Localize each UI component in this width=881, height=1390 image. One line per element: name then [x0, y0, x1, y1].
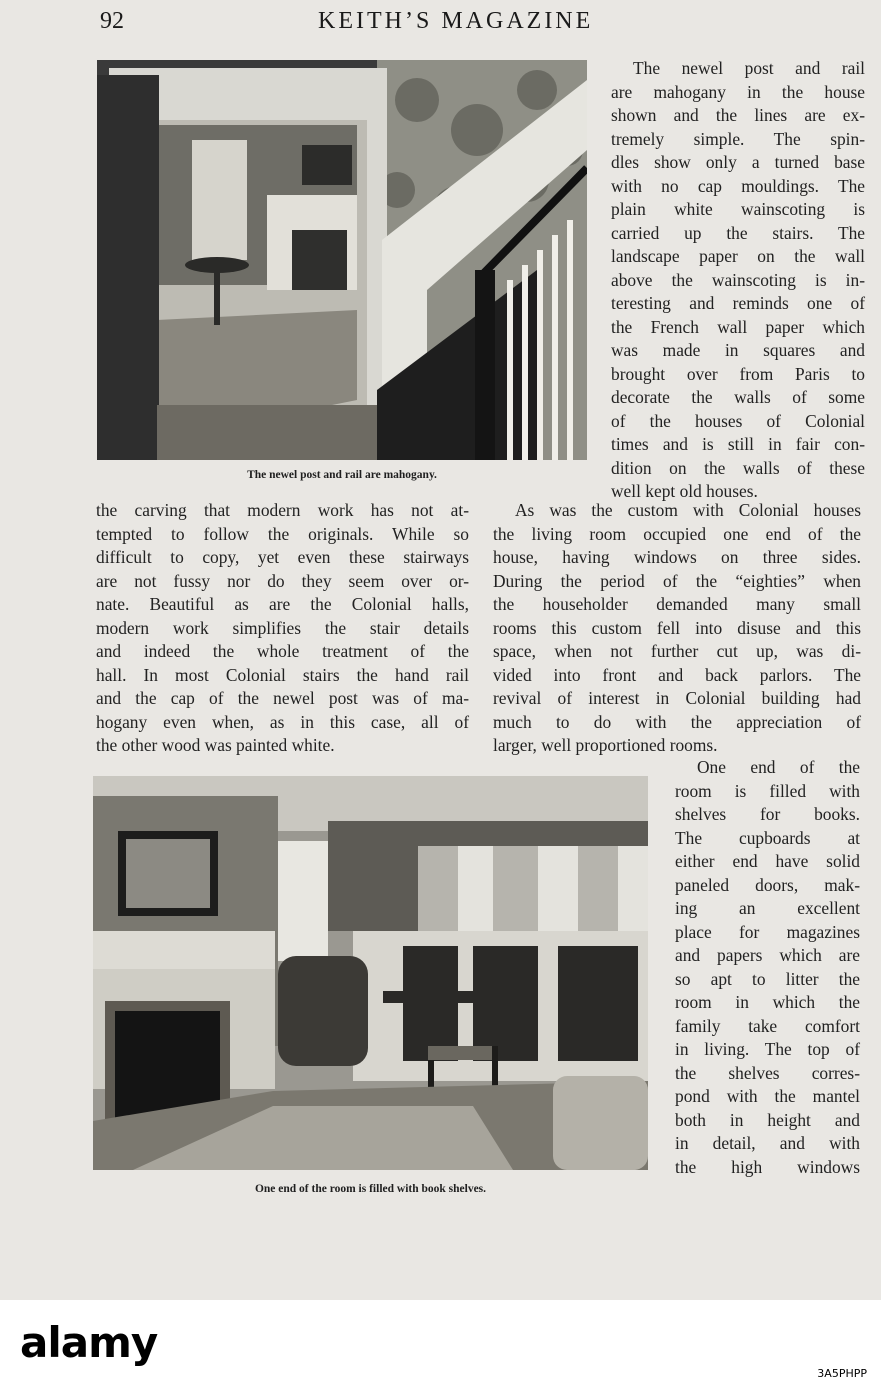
text-line: above the wainscoting is in- — [611, 269, 865, 290]
text-line: the high windows — [675, 1156, 860, 1177]
alamy-logo: alamy — [20, 1318, 158, 1367]
bottom-photo-caption: One end of the room is filled with book shelves. — [254, 1183, 487, 1195]
image-id: 3A5PHPP — [817, 1367, 867, 1380]
top-photo-caption: The newel post and rail are mahogany. — [247, 469, 437, 481]
text-line: landscape paper on the wall — [611, 246, 865, 266]
bookshelf-room-photo — [93, 776, 648, 1170]
text-line: are not fussy nor do they seem over or- — [96, 570, 469, 591]
text-line: was made in squares and — [611, 340, 865, 360]
text-line: both in height and — [675, 1109, 860, 1130]
magazine-title: KEITH’S MAGAZINE — [318, 8, 594, 34]
text-line: well kept old houses. — [611, 481, 758, 501]
text-line: The newel post and rail — [633, 58, 865, 78]
text-line: hall. In most Colonial stairs the hand rail — [96, 664, 469, 685]
text-line: either end have solid — [675, 851, 860, 871]
text-line: tempted to follow the originals. While so — [96, 523, 469, 544]
text-line: plain white wainscoting is — [611, 199, 865, 219]
text-line: One end of the — [697, 757, 860, 777]
text-line: shown and the lines are ex- — [611, 105, 865, 125]
text-line: times and is still in fair con- — [611, 434, 865, 454]
text-line: are mahogany in the house — [611, 81, 865, 102]
text-line: room is filled with — [675, 780, 860, 801]
text-line: brought over from Paris to — [611, 363, 865, 384]
text-line: shelves for books. — [675, 804, 860, 824]
text-line: vided into front and back parlors. The — [493, 664, 861, 685]
text-line: and indeed the whole treatment of the — [96, 641, 469, 661]
middle-right-column — [493, 499, 861, 758]
text-line: pond with the mantel — [675, 1086, 860, 1106]
text-line: revival of interest in Colonial building had — [493, 688, 861, 708]
text-line: dles show only a turned base — [611, 152, 865, 172]
text-line: the French wall paper which — [611, 316, 865, 337]
text-line: dition on the walls of these — [611, 457, 865, 478]
stairway-photo — [97, 60, 587, 460]
text-line: The cupboards at — [675, 827, 860, 848]
text-line: tremely simple. The spin- — [611, 128, 865, 149]
text-line: and papers which are — [675, 945, 860, 965]
text-line: in detail, and with — [675, 1133, 860, 1153]
top-right-column — [611, 57, 865, 504]
text-line: the living room occupied one end of the — [493, 523, 861, 544]
text-line: in living. The top of — [675, 1039, 860, 1059]
text-line: rooms this custom fell into disuse and this — [493, 617, 861, 638]
text-line: carried up the stairs. The — [611, 222, 865, 243]
text-line: of the houses of Colonial — [611, 410, 865, 431]
text-line: difficult to copy, yet even these stairways — [96, 547, 469, 567]
text-line: much to do with the appreciation of — [493, 711, 861, 732]
text-line: During the period of the “eighties” when — [493, 570, 861, 591]
text-line: larger, well proportioned rooms. — [493, 735, 718, 755]
text-line: so apt to litter the — [675, 968, 860, 989]
text-line: nate. Beautiful as are the Colonial halls, — [96, 594, 469, 614]
text-line: house, having windows on three sides. — [493, 547, 861, 567]
text-line: the other wood was painted white. — [96, 735, 335, 755]
text-line: paneled doors, mak- — [675, 874, 860, 895]
text-line: teresting and reminds one of — [611, 293, 865, 313]
middle-left-column — [96, 499, 469, 758]
text-line: As was the custom with Colonial houses — [515, 500, 861, 520]
text-line: place for magazines — [675, 921, 860, 942]
text-line: the carving that modern work has not at- — [96, 500, 469, 520]
page-number: 92 — [100, 8, 124, 34]
text-line: the householder demanded many small — [493, 594, 861, 614]
text-line: room in which the — [675, 992, 860, 1012]
text-line: family take comfort — [675, 1015, 860, 1036]
text-line: ing an excellent — [675, 898, 860, 918]
text-line: decorate the walls of some — [611, 387, 865, 407]
text-line: space, when not further cut up, was di- — [493, 641, 861, 661]
bottom-right-column — [675, 756, 860, 1179]
text-line: the shelves corres- — [675, 1062, 860, 1083]
text-line: modern work simplifies the stair details — [96, 617, 469, 638]
text-line: hogany even when, as in this case, all of — [96, 711, 469, 732]
text-line: with no cap mouldings. The — [611, 175, 865, 196]
text-line: and the cap of the newel post was of ma- — [96, 688, 469, 708]
